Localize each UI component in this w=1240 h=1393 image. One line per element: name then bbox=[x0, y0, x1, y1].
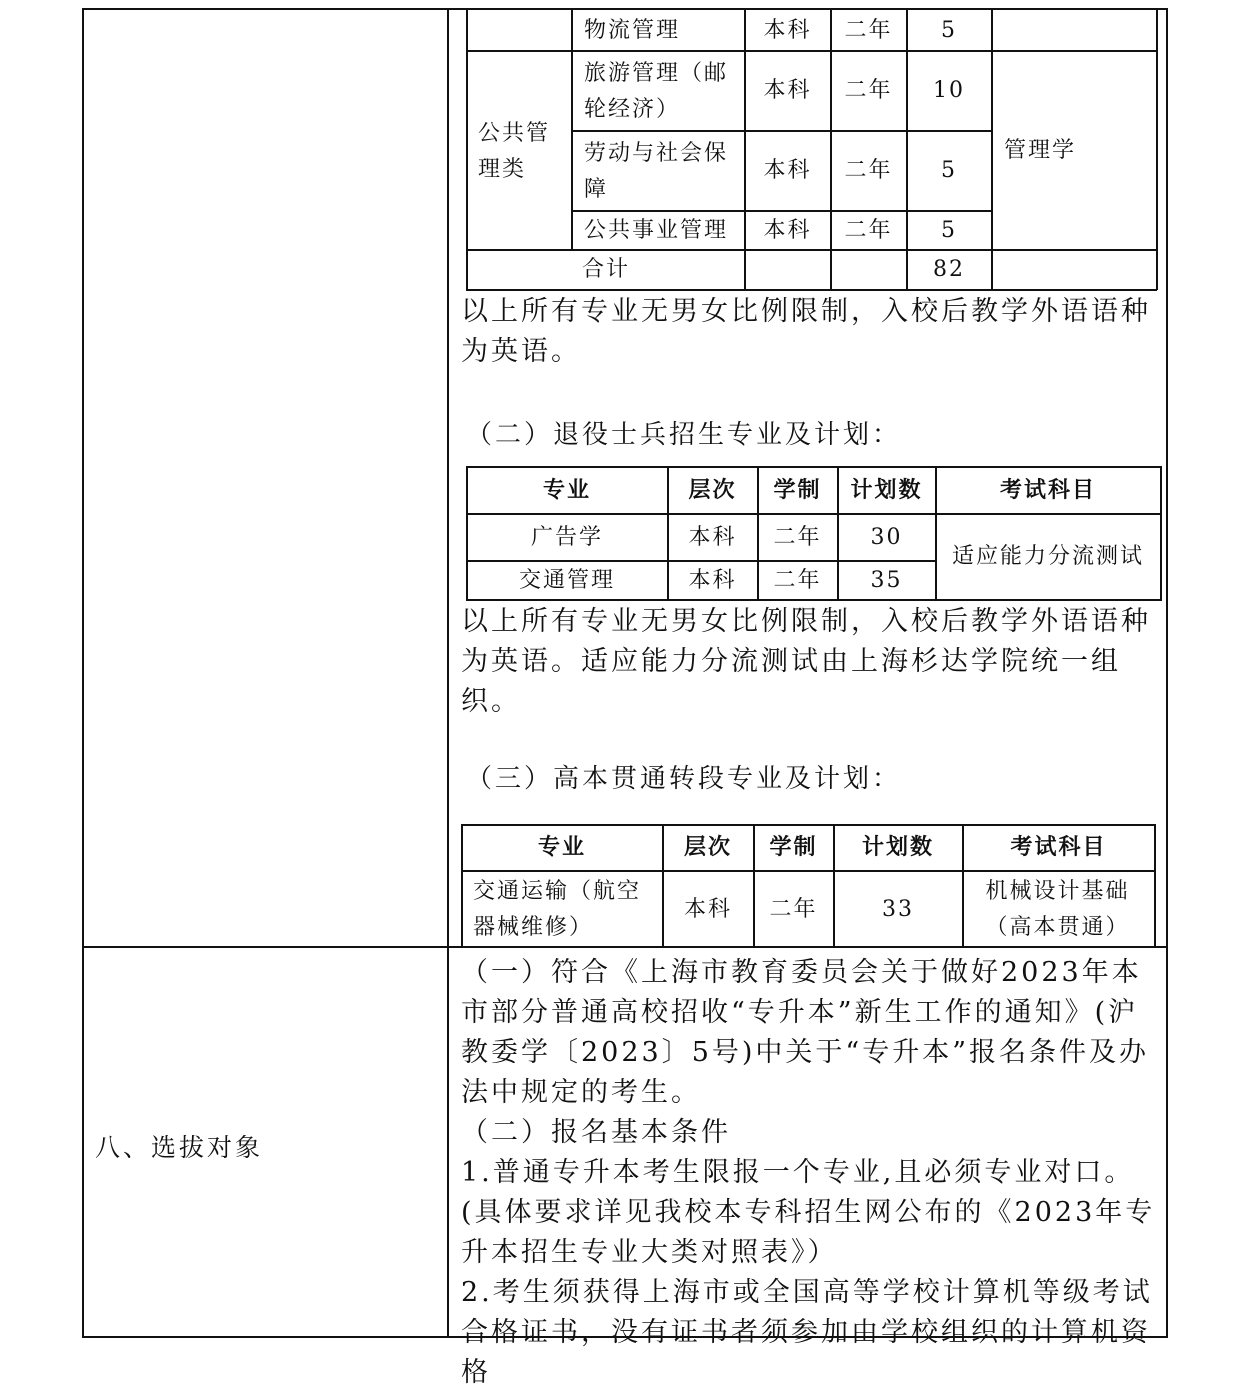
table-header-level: 层次 bbox=[688, 477, 737, 503]
table-cell-exam: 机械设计基础（高本贯通） bbox=[985, 879, 1130, 940]
table-cell-years: 二年 bbox=[773, 524, 822, 550]
table-cell-years: 二年 bbox=[773, 567, 822, 593]
table-cell-level: 本科 bbox=[688, 567, 737, 593]
note-paragraph: 以上所有专业无男女比例限制，入校后教学外语语种为英语。 bbox=[461, 296, 1151, 367]
section-title: （三）高本贯通转段专业及计划： bbox=[466, 764, 902, 794]
table-cell-category: 公共管理类 bbox=[478, 121, 551, 182]
table-header-level: 层次 bbox=[683, 835, 732, 860]
table-cell-plan: 33 bbox=[882, 897, 914, 922]
table-cell-major: 交通管理 bbox=[518, 567, 615, 593]
table-cell-level: 本科 bbox=[763, 158, 812, 183]
table-header-years: 学制 bbox=[769, 835, 818, 860]
table-cell-plan: 5 bbox=[941, 158, 957, 183]
table-cell-years: 二年 bbox=[844, 158, 893, 183]
paragraph-condition-1: 1.普通专升本考生限报一个专业,且必须专业对口。(具体要求详见我校本专科招生网公布的《2023年专升本招生专业大类对照表》） bbox=[461, 1157, 1156, 1268]
table-header-plan: 计划数 bbox=[861, 835, 934, 860]
table-cell-major: 劳动与社会保障 bbox=[584, 141, 729, 202]
column-divider bbox=[447, 8, 449, 1338]
paragraph-basic-conditions: （二）报名基本条件 bbox=[461, 1117, 731, 1148]
table-total-label: 合计 bbox=[581, 257, 630, 282]
outer-left-border bbox=[82, 8, 84, 1338]
table-header-major: 专业 bbox=[542, 477, 591, 503]
table-cell-years: 二年 bbox=[844, 18, 893, 43]
table-header-exam: 考试科目 bbox=[1010, 835, 1107, 860]
table-cell-exam: 适应能力分流测试 bbox=[951, 544, 1144, 569]
table-header-plan: 计划数 bbox=[850, 477, 923, 503]
table-header-major: 专业 bbox=[537, 835, 586, 860]
table-cell-major: 广告学 bbox=[530, 524, 603, 550]
row-label-selection-target: 八、选拔对象 bbox=[95, 1133, 264, 1162]
table-cell-subject: 管理学 bbox=[1004, 137, 1077, 163]
outer-top-border bbox=[82, 8, 1168, 10]
table-cell-major: 公共事业管理 bbox=[584, 217, 729, 243]
selection-target-content bbox=[461, 953, 1159, 1388]
table-total-value: 82 bbox=[933, 257, 965, 282]
table-header-exam: 考试科目 bbox=[999, 477, 1096, 503]
table-cell-plan: 10 bbox=[933, 78, 965, 103]
table-cell-plan: 35 bbox=[870, 567, 903, 593]
paragraph-requirement-1: （一）符合《上海市教育委员会关于做好2023年本市部分普通高校招收“专升本”新生工作的通知》(沪教委学〔2023〕5号)中关于“专升本”报名条件及办法中规定的考生。 bbox=[461, 957, 1150, 1108]
outer-right-border bbox=[1166, 8, 1168, 1338]
table-cell-years: 二年 bbox=[844, 78, 893, 103]
table-cell-major: 旅游管理（邮轮经济） bbox=[584, 61, 729, 122]
table-cell-major: 交通运输（航空器械维修） bbox=[473, 879, 642, 940]
table-cell-level: 本科 bbox=[688, 524, 737, 550]
note-paragraph: 以上所有专业无男女比例限制，入校后教学外语语种为英语。适应能力分流测试由上海杉达学院统一组织。 bbox=[461, 606, 1151, 717]
table-cell-years: 二年 bbox=[769, 897, 818, 922]
table-cell-level: 本科 bbox=[763, 18, 812, 43]
paragraph-condition-2: 2.考生须获得上海市或全国高等学校计算机等级考试合格证书，没有证书者须参加由学校组织的计算机资格 bbox=[461, 1277, 1153, 1388]
table-cell-level: 本科 bbox=[763, 78, 812, 103]
section-title: （二）退役士兵招生专业及计划： bbox=[466, 420, 902, 450]
table-cell-level: 本科 bbox=[683, 897, 732, 922]
table-cell-major: 物流管理 bbox=[584, 18, 681, 43]
table-cell-plan: 30 bbox=[870, 524, 903, 550]
table-header-years: 学制 bbox=[773, 477, 822, 503]
table-cell-years: 二年 bbox=[844, 217, 893, 243]
table-cell-level: 本科 bbox=[763, 217, 812, 243]
table-cell-plan: 5 bbox=[941, 18, 957, 43]
table-cell-plan: 5 bbox=[941, 217, 957, 243]
